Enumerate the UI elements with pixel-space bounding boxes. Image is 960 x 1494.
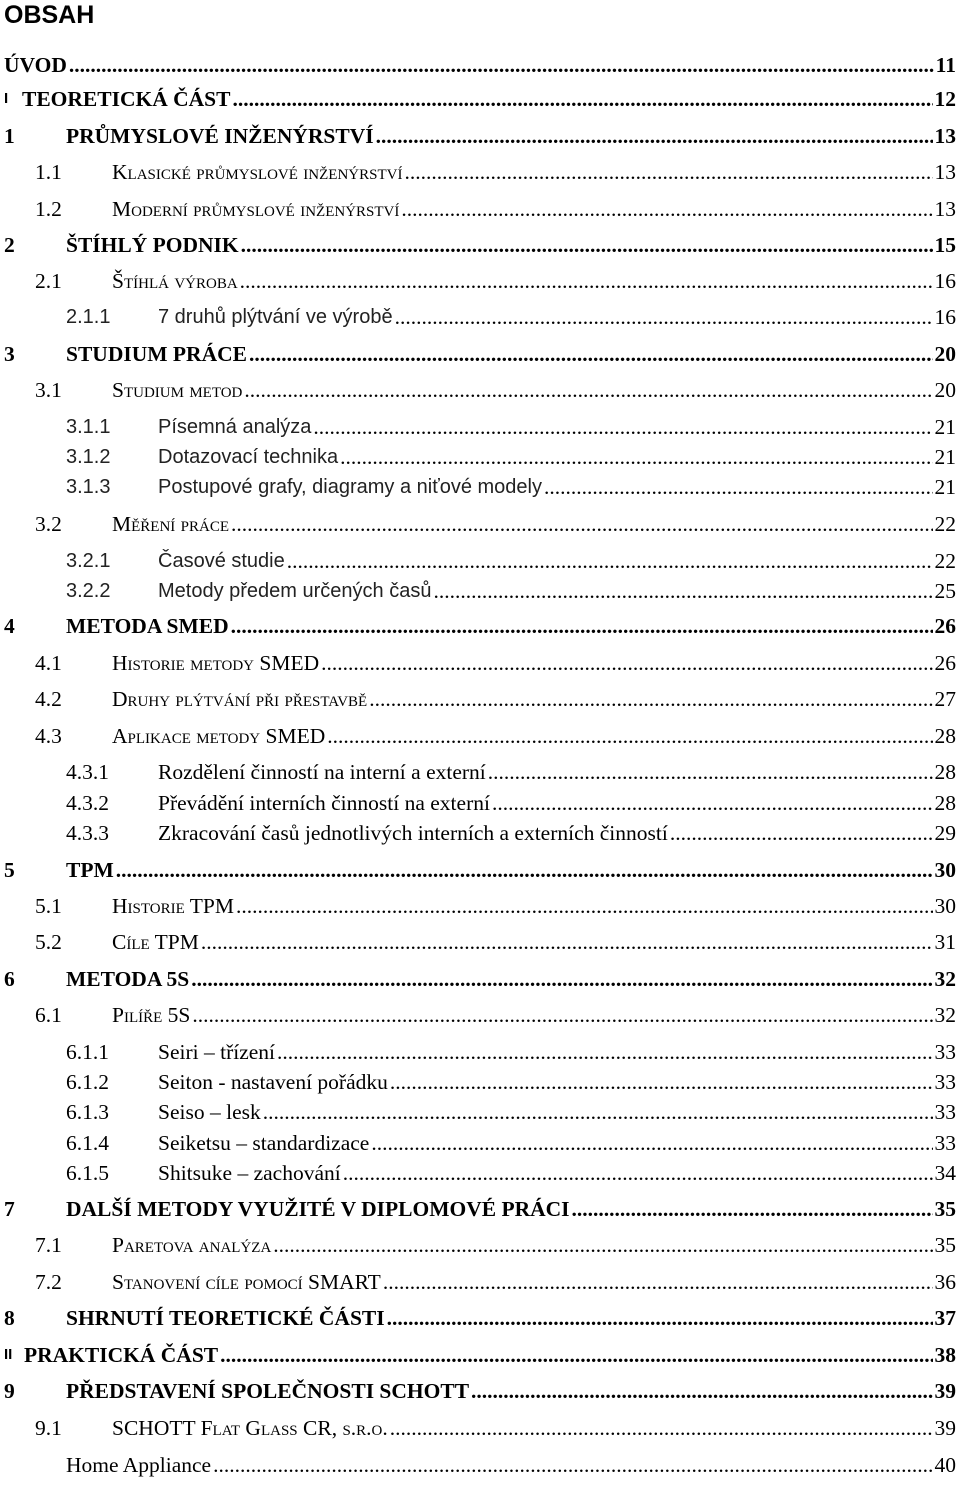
toc-entry-title: Metody předem určených časů [158, 580, 432, 602]
toc-entry[interactable] [0, 509, 960, 539]
toc-entry-title: Rozdělení činností na interní a externí [158, 760, 486, 784]
page-title: OBSAH [4, 1, 95, 29]
toc-entry-title: METODA 5S [66, 967, 190, 991]
toc-entry-page: 26 [934, 651, 956, 675]
toc-entry-number: 4.3.1 [66, 760, 109, 784]
dot-leader [371, 1128, 932, 1158]
toc-entry-page: 28 [934, 724, 956, 748]
dot-leader [116, 855, 933, 885]
toc-entry[interactable] [0, 442, 960, 472]
toc-entry[interactable] [0, 1158, 960, 1188]
toc-entry-number: 6.1.1 [66, 1040, 109, 1064]
toc-entry-number: 3.2.2 [66, 580, 111, 602]
toc-entry[interactable] [0, 721, 960, 751]
toc-entry[interactable] [0, 891, 960, 921]
dot-leader [232, 84, 932, 114]
toc-entry-page: 30 [934, 894, 956, 918]
dot-leader [220, 1340, 932, 1370]
toc-entry-page: 33 [934, 1040, 956, 1064]
dot-leader [383, 1267, 933, 1297]
dot-leader [343, 1158, 933, 1188]
toc-entry-page: 11 [935, 53, 956, 77]
toc-entry[interactable] [0, 1340, 960, 1370]
toc-entry-page: 36 [934, 1270, 956, 1294]
dot-leader [249, 339, 933, 369]
dot-leader [670, 818, 933, 848]
dot-leader [404, 157, 932, 187]
toc-entry-title: TEORETICKÁ ČÁST [22, 87, 231, 111]
toc-entry[interactable] [0, 472, 960, 502]
dot-leader [433, 576, 932, 606]
dot-leader [231, 611, 933, 641]
toc-entry-title: Studium metod [112, 378, 243, 402]
toc-entry-number: 1 [4, 124, 15, 148]
toc-entry-page: 26 [934, 614, 956, 638]
dot-leader [201, 927, 933, 957]
toc-entry-title: DALŠÍ METODY VYUŽITÉ V DIPLOMOVÉ PRÁCI [66, 1197, 570, 1221]
toc-entry-title: Historie TPM [112, 894, 234, 918]
toc-entry[interactable] [0, 757, 960, 787]
toc-entry-title: Převádění interních činností na externí [158, 791, 490, 815]
toc-entry-title: Home Appliance [66, 1453, 212, 1477]
toc-entry-number: 3.2 [35, 512, 62, 536]
dot-leader [277, 1037, 932, 1067]
toc-entry-number: I [4, 90, 9, 107]
toc-entry-title: Klasické průmyslové inženýrství [112, 160, 403, 184]
toc-entry[interactable] [0, 1450, 960, 1480]
toc-entry-title: Písemná analýza [158, 416, 312, 438]
dot-leader [492, 788, 933, 818]
dot-leader [263, 1097, 933, 1127]
dot-leader [572, 1194, 933, 1224]
toc-entry-page: 35 [934, 1233, 956, 1257]
toc-entry-number: 1.2 [35, 197, 62, 221]
toc-entry[interactable] [0, 927, 960, 957]
toc-entry[interactable] [0, 194, 960, 224]
toc-entry[interactable] [0, 302, 960, 332]
toc-entry-title: Postupové grafy, diagramy a niťové modely [158, 476, 542, 498]
toc-entry-page: 30 [934, 858, 956, 882]
dot-leader [313, 412, 932, 442]
toc-entry-title: ÚVOD [4, 53, 67, 77]
toc-entry[interactable] [0, 1037, 960, 1067]
toc-entry-page: 29 [934, 821, 956, 845]
toc-entry-page: 39 [934, 1379, 956, 1403]
dot-leader [395, 302, 933, 332]
dot-leader [340, 442, 932, 472]
dot-leader [369, 684, 932, 714]
toc-entry[interactable] [0, 157, 960, 187]
toc-entry-number: 4.3.3 [66, 821, 109, 845]
dot-leader [69, 50, 934, 80]
toc-entry-page: 13 [934, 160, 956, 184]
dot-leader [213, 1450, 932, 1480]
dot-leader [321, 648, 932, 678]
toc-entry-number: 2.1.1 [66, 306, 111, 328]
toc-entry[interactable] [0, 684, 960, 714]
toc-entry-page: 22 [934, 512, 956, 536]
toc-entry-number: 3.2.1 [66, 550, 111, 572]
toc-entry-number: 5.2 [35, 930, 62, 954]
dot-leader [273, 1230, 932, 1260]
toc-entry-title: Časové studie [158, 550, 285, 572]
toc-entry-title: METODA SMED [66, 614, 229, 638]
toc-entry-title: Štíhlá výroba [112, 269, 238, 293]
toc-entry[interactable] [0, 546, 960, 576]
toc-entry[interactable] [0, 648, 960, 678]
toc-entry-page: 38 [934, 1343, 956, 1367]
dot-leader [240, 266, 933, 296]
toc-entry-page: 32 [934, 967, 956, 991]
toc-entry[interactable] [0, 855, 960, 885]
toc-entry-number: 4.2 [35, 687, 62, 711]
toc-entry-number: 7.2 [35, 1270, 62, 1294]
toc-entry-number: 5.1 [35, 894, 62, 918]
toc-entry[interactable] [0, 375, 960, 405]
toc-entry-page: 40 [934, 1453, 956, 1477]
toc-entry-title: Cíle TPM [112, 930, 199, 954]
toc-entry-page: 35 [934, 1197, 956, 1221]
toc-entry-title: 7 druhů plýtvání ve výrobě [158, 306, 393, 328]
toc-entry-title: PŘEDSTAVENÍ SPOLEČNOSTI SCHOTT [66, 1379, 470, 1403]
toc-entry-number: 2.1 [35, 269, 62, 293]
toc-entry[interactable] [0, 576, 960, 606]
toc-entry[interactable] [0, 1230, 960, 1260]
toc-entry-page: 28 [934, 791, 956, 815]
toc-entry-title: Druhy plýtvání při přestavbě [112, 687, 368, 711]
dot-leader [401, 194, 932, 224]
toc-entry-page: 31 [934, 930, 956, 954]
toc-entry-number: II [4, 1346, 13, 1363]
toc-entry[interactable] [0, 1376, 960, 1406]
toc-entry-number: 3.1.3 [66, 476, 111, 498]
toc-entry[interactable] [0, 1000, 960, 1030]
toc-entry[interactable] [0, 84, 960, 114]
dot-leader [327, 721, 932, 751]
toc-entry-page: 25 [934, 579, 956, 603]
toc-entry-page: 34 [934, 1161, 956, 1185]
toc-entry-number: 4 [4, 614, 15, 638]
toc-entry-number: 1.1 [35, 160, 62, 184]
dot-leader [376, 121, 933, 151]
toc-entry-page: 21 [934, 475, 956, 499]
toc-entry[interactable] [0, 1097, 960, 1127]
dot-leader [488, 757, 933, 787]
toc-entry-number: 4.1 [35, 651, 62, 675]
toc-entry-title: Pilíře 5S [112, 1003, 191, 1027]
toc-entry-page: 39 [934, 1416, 956, 1440]
toc-entry-title: Historie metody SMED [112, 651, 320, 675]
toc-entry-title: SCHOTT Flat Glass CR, s.r.o. [112, 1416, 388, 1440]
toc-entry-number: 7 [4, 1197, 15, 1221]
dot-leader [471, 1376, 932, 1406]
toc-entry-number: 7.1 [35, 1233, 62, 1257]
toc-entry-title: Seiso – lesk [158, 1100, 261, 1124]
toc-entry[interactable] [0, 818, 960, 848]
toc-entry[interactable] [0, 1067, 960, 1097]
toc-entry-title: Shitsuke – zachování [158, 1161, 341, 1185]
toc-entry-page: 15 [934, 233, 956, 257]
toc-entry[interactable] [0, 121, 960, 151]
toc-entry-title: SHRNUTÍ TEORETICKÉ ČÁSTI [66, 1306, 385, 1330]
toc-entry-number: 6.1.3 [66, 1100, 109, 1124]
toc-entry-page: 21 [934, 415, 956, 439]
toc-entry-title: PRŮMYSLOVÉ INŽENÝRSTVÍ [66, 124, 374, 148]
toc-entry-number: 4.3.2 [66, 791, 109, 815]
toc-entry[interactable] [0, 1128, 960, 1158]
toc-entry-page: 33 [934, 1070, 956, 1094]
toc-entry-number: 2 [4, 233, 15, 257]
toc-entry[interactable] [0, 1194, 960, 1224]
toc-entry-number: 3.1.1 [66, 416, 111, 438]
dot-leader [231, 509, 933, 539]
toc-entry-number: 6.1.5 [66, 1161, 109, 1185]
toc-entry-number: 4.3 [35, 724, 62, 748]
toc-entry-page: 13 [934, 124, 956, 148]
dot-leader [241, 230, 933, 260]
toc-entry-number: 6.1.2 [66, 1070, 109, 1094]
dot-leader [287, 546, 933, 576]
toc-entry-page: 28 [934, 760, 956, 784]
toc-entry-number: 6 [4, 967, 15, 991]
toc-entry-number: 6.1 [35, 1003, 62, 1027]
toc-entry-title: ŠTÍHLÝ PODNIK [66, 233, 239, 257]
toc-entry-page: 13 [934, 197, 956, 221]
toc-entry-title: Seiton - nastavení pořádku [158, 1070, 388, 1094]
dot-leader [387, 1303, 933, 1333]
toc-entry-page: 20 [934, 378, 956, 402]
toc-entry-title: PRAKTICKÁ ČÁST [24, 1343, 219, 1367]
toc-entry[interactable] [0, 266, 960, 296]
toc-entry-number: 9.1 [35, 1416, 62, 1440]
toc-entry-title: Seiri – třízení [158, 1040, 276, 1064]
toc-entry[interactable] [0, 339, 960, 369]
toc-entry-title: Měření práce [112, 512, 229, 536]
toc-entry[interactable] [0, 1267, 960, 1297]
toc-entry-page: 22 [934, 549, 956, 573]
toc-entry-title: Paretova analýza [112, 1233, 272, 1257]
toc-entry-title: TPM [66, 858, 114, 882]
toc-entry-number: 5 [4, 858, 15, 882]
dot-leader [244, 375, 932, 405]
toc-entry[interactable] [0, 1303, 960, 1333]
toc-entry-page: 33 [934, 1131, 956, 1155]
toc-entry-title: Aplikace metody SMED [112, 724, 326, 748]
toc-entry-number: 9 [4, 1379, 15, 1403]
toc-entry-page: 20 [934, 342, 956, 366]
toc-entry-page: 16 [934, 269, 956, 293]
toc-entry[interactable] [0, 230, 960, 260]
toc-entry-page: 32 [934, 1003, 956, 1027]
toc-entry-title: Stanovení cíle pomocí SMART [112, 1270, 381, 1294]
toc-entry[interactable] [0, 50, 960, 80]
toc-entry-number: 3.1.2 [66, 446, 111, 468]
dot-leader [236, 891, 933, 921]
toc-entry-number: 3 [4, 342, 15, 366]
toc-entry-number: 3.1 [35, 378, 62, 402]
dot-leader [390, 1067, 933, 1097]
toc-entry-page: 37 [934, 1306, 956, 1330]
dot-leader [544, 472, 933, 502]
toc-entry-page: 21 [934, 445, 956, 469]
toc-entry-number: 6.1.4 [66, 1131, 109, 1155]
toc-entry[interactable] [0, 788, 960, 818]
dot-leader [390, 1413, 933, 1443]
toc-entry-title: STUDIUM PRÁCE [66, 342, 247, 366]
toc-entry[interactable] [0, 964, 960, 994]
toc-entry-title: Zkracování časů jednotlivých interních a externích činností [158, 821, 668, 845]
toc-entry[interactable] [0, 611, 960, 641]
toc-entry-title: Moderní průmyslové inženýrství [112, 197, 400, 221]
toc-entry-title: Seiketsu – standardizace [158, 1131, 370, 1155]
toc-entry-page: 16 [934, 305, 956, 329]
toc-entry-page: 12 [934, 87, 956, 111]
toc-entry-page: 33 [934, 1100, 956, 1124]
toc-entry[interactable] [0, 412, 960, 442]
toc-entry-title: Dotazovací technika [158, 446, 339, 468]
dot-leader [192, 1000, 932, 1030]
toc-entry-page: 27 [934, 687, 956, 711]
toc-entry[interactable] [0, 1413, 960, 1443]
dot-leader [191, 964, 932, 994]
toc-entry-number: 8 [4, 1306, 15, 1330]
